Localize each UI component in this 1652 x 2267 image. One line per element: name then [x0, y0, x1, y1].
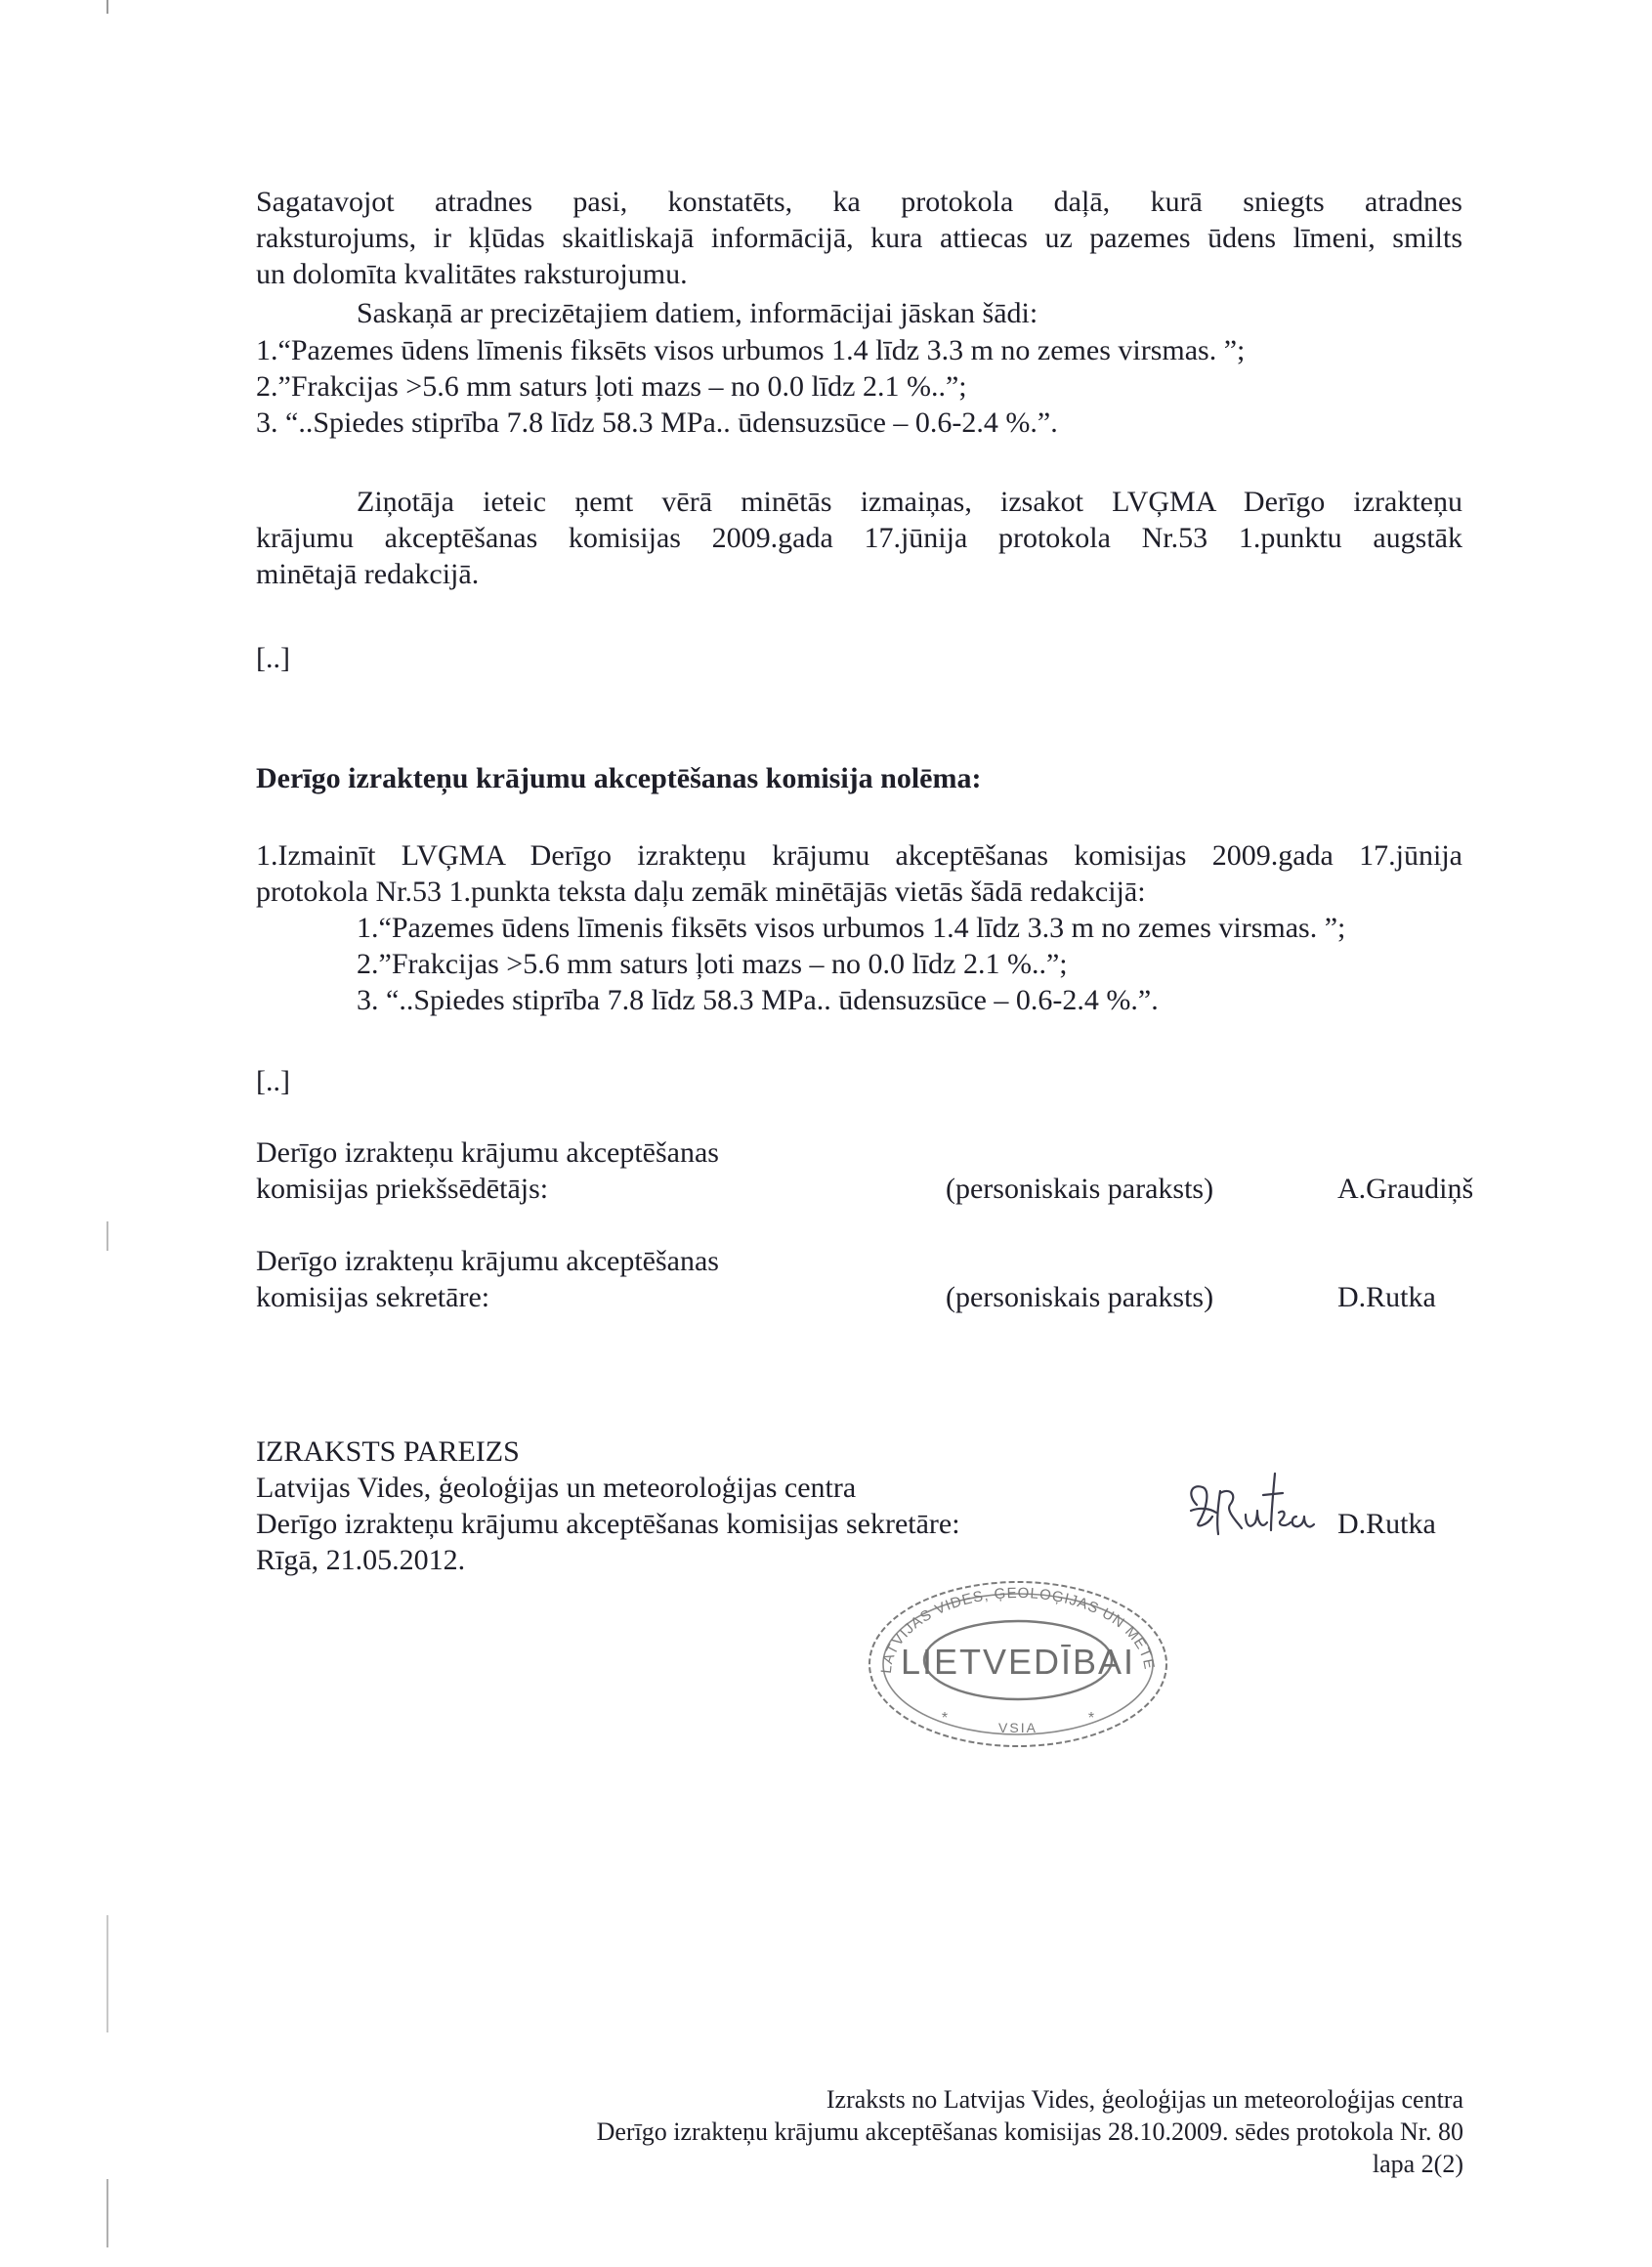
decision-heading: Derīgo izrakteņu krājumu akceptēšanas komisija nolēma: — [256, 762, 982, 794]
secretary-role-line-2: komisijas sekretāre: — [256, 1281, 490, 1313]
text-line: un dolomīta kvalitātes raksturojumu. — [256, 258, 688, 290]
decision-item-2: 2.”Frakcijas >5.6 mm saturs ļoti mazs – no 0.0 līdz 2.1 %..”; — [357, 948, 1068, 980]
secretary-signature-note: (personiskais paraksts) — [946, 1281, 1214, 1313]
intro-item-2: 2.”Frakcijas >5.6 mm saturs ļoti mazs – no 0.0 līdz 2.1 %..”; — [256, 370, 967, 403]
svg-text:*: * — [1087, 1710, 1095, 1727]
certification-role: Derīgo izrakteņu krājumu akceptēšanas komisijas sekretāre: — [256, 1508, 960, 1540]
intro-para-3-line-2 — [256, 520, 1462, 556]
decision-para-line-2: protokola Nr.53 1.punkta teksta daļu zemāk minētājās vietās šādā redakcijā: — [256, 876, 1146, 908]
intro-para-1-line-2 — [256, 220, 1462, 256]
intro-para-3-line-1 — [256, 484, 1462, 520]
text-line: 1.Izmainīt LVĢMA Derīgo izrakteņu krājumu akceptēšanas komisijas 2009.gada 17.jūnija — [256, 839, 1462, 872]
lietvedibai-stamp — [852, 1566, 1184, 1752]
intro-para-1-line-1 — [256, 184, 1462, 220]
secretary-name: D.Rutka — [1337, 1281, 1436, 1313]
footer-line-1: Izraksts no Latvijas Vides, ģeoloģijas un meteoroloģijas centra — [826, 2085, 1463, 2114]
decision-item-1: 1.“Pazemes ūdens līmenis fiksēts visos urbumos 1.4 līdz 3.3 m no zemes virsmas. ”; — [357, 912, 1346, 944]
decision-para-line-1 — [256, 837, 1462, 874]
stamp-bottom-text: VSIA — [998, 1720, 1038, 1735]
text-line: Sagatavojot atradnes pasi, konstatēts, ka protokola daļā, kurā sniegts atradnes — [256, 186, 1462, 218]
decision-ellipsis: [..] — [256, 1065, 290, 1097]
svg-text:*: * — [941, 1710, 949, 1727]
text-line: raksturojums, ir kļūdas skaitliskajā informācijā, kura attiecas uz pazemes ūdens līmeni, smilts — [256, 222, 1462, 254]
decision-item-3: 3. “..Spiedes stiprība 7.8 līdz 58.3 MPa.. ūdensuzsūce – 0.6-2.4 %.”. — [357, 984, 1159, 1016]
footer-line-2: Derīgo izrakteņu krājumu akceptēšanas komisijas 28.10.2009. sēdes protokola Nr. 80 — [596, 2117, 1463, 2146]
chair-name: A.Graudiņš — [1337, 1173, 1474, 1205]
stamp-center-text: LIETVEDĪBAI — [900, 1642, 1136, 1682]
intro-item-1: 1.“Pazemes ūdens līmenis fiksēts visos urbumos 1.4 līdz 3.3 m no zemes virsmas. ”; — [256, 334, 1246, 366]
footer-page-number: lapa 2(2) — [1372, 2150, 1463, 2178]
certification-title: IZRAKSTS PAREIZS — [256, 1435, 520, 1468]
intro-item-3: 3. “..Spiedes stiprība 7.8 līdz 58.3 MPa.. ūdensuzsūce – 0.6-2.4 %.”. — [256, 406, 1058, 439]
certification-date: Rīgā, 21.05.2012. — [256, 1544, 466, 1576]
chair-role-line-2: komisijas priekšsēdētājs: — [256, 1173, 549, 1205]
stamp-outer-text: LATVIJAS VIDES, ĢEOLOĢIJAS UN METE — [877, 1584, 1158, 1675]
scan-edge-marks — [106, 0, 109, 2262]
intro-para-3-line-3: minētajā redakcijā. — [256, 558, 480, 590]
text-line: Ziņotāja ieteic ņemt vērā minētās izmaiņas, izsakot LVĢMA Derīgo izrakteņu — [357, 486, 1462, 518]
intro-para-1-line-3 — [256, 256, 1462, 292]
handwritten-signature — [1177, 1466, 1324, 1559]
text-line: krājumu akceptēšanas komisijas 2009.gada 17.jūnija protokola Nr.53 1.punktu augstāk — [256, 522, 1462, 554]
intro-ellipsis: [..] — [256, 642, 290, 674]
secretary-role-line-1: Derīgo izrakteņu krājumu akceptēšanas — [256, 1245, 719, 1277]
certification-org: Latvijas Vides, ģeoloģijas un meteoroloģijas centra — [256, 1472, 857, 1504]
certification-name: D.Rutka — [1337, 1508, 1436, 1540]
chair-role-line-1: Derīgo izrakteņu krājumu akceptēšanas — [256, 1136, 719, 1169]
intro-para-2: Saskaņā ar precizētajiem datiem, informācijai jāskan šādi: — [357, 297, 1038, 329]
chair-signature-note: (personiskais paraksts) — [946, 1173, 1214, 1205]
